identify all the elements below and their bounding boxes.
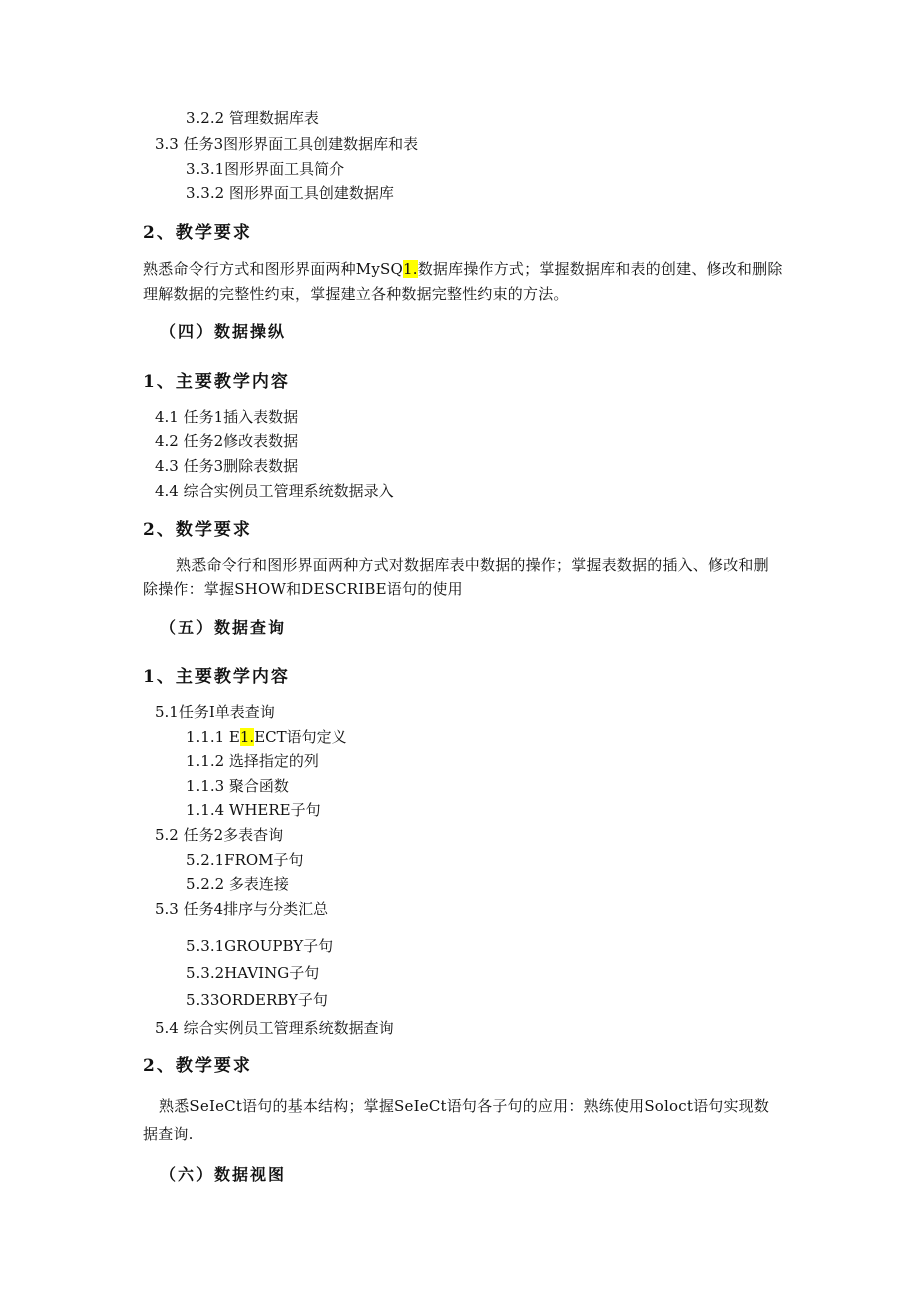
section-4-title: （四）数据操纵	[160, 322, 287, 341]
section-5-main-content-heading: 1、主要教学内容	[143, 667, 290, 687]
highlighted-text: 1.	[239, 728, 255, 746]
section-4-requirements-line-1: 熟悉命令行和图形界面两种方式对数据库表中数据的操作；掌握表数据的插入、修改和删	[176, 556, 769, 574]
requirements-text-part-1: 熟悉命令行方式和图形界面两种MySQ	[143, 260, 404, 278]
item-text-part-2: ECT语句定义	[254, 728, 347, 746]
section-5-item-1-1-1	[186, 727, 347, 747]
item-text-part-1: 1.1.1 E	[186, 728, 240, 746]
outline-item-3-3: 3.3 任务3图形界面工具创建数据库和表	[155, 135, 419, 153]
outline-item-3-3-1: 3.3.1图形界面工具简介	[186, 160, 345, 178]
section-4-item-2: 4.2 任务2修改表数据	[155, 432, 299, 450]
section-5-requirements-line-1: 熟悉SeIeCt语句的基本结构；掌握SeIeCt语句各子句的应用：熟练使用Soloct语句实现数	[159, 1097, 770, 1115]
section-4-main-content-heading: 1、主要教学内容	[143, 372, 290, 392]
requirements-text-part-2: 数据库操作方式；掌握数据库和表的创建、修改和删除	[417, 260, 783, 278]
section-5-item-5-3-2: 5.3.2HAVING子句	[186, 964, 320, 982]
section-5-item-5-2: 5.2 任务2多表杳询	[155, 826, 284, 844]
section-6-title: （六）数据视图	[160, 1165, 287, 1184]
section-5-item-5-3: 5.3 任务4排序与分类汇总	[155, 900, 329, 918]
teaching-requirements-heading: 2、教学要求	[143, 223, 252, 243]
section-5-item-1-1-2: 1.1.2 选择指定的列	[186, 752, 319, 770]
section-5-item-5-4: 5.4 综合实例员工管理系统数据查询	[155, 1019, 394, 1037]
requirements-paragraph-line-1	[143, 259, 783, 279]
section-4-requirements-heading: 2、数学要求	[143, 520, 252, 540]
section-4-requirements-line-2: 除操作：掌握SHOW和DESCRIBE语句的使用	[143, 580, 463, 598]
section-5-item-1-1-4: 1.1.4 WHERE子句	[186, 801, 321, 819]
highlighted-text: 1.	[403, 260, 418, 278]
section-5-item-5-3-1: 5.3.1GROUPBY子句	[186, 937, 334, 955]
section-4-item-1: 4.1 任务1插入表数据	[155, 408, 299, 426]
section-5-item-5-2-2: 5.2.2 多表连接	[186, 875, 289, 893]
section-4-item-4: 4.4 综合实例员工管理系统数据录入	[155, 482, 394, 500]
section-5-title: （五）数据查询	[160, 618, 287, 637]
section-5-item-5-3-3: 5.33ORDERBY子句	[186, 991, 328, 1009]
requirements-paragraph-line-2: 理解数据的完整性约束，掌握建立各种数据完整性约束的方法。	[143, 285, 569, 303]
section-5-requirements-line-2: 据查询.	[143, 1125, 194, 1143]
section-5-item-5-1: 5.1任务I单表查询	[155, 703, 275, 721]
section-4-item-3: 4.3 任务3删除表数据	[155, 457, 299, 475]
outline-item-3-3-2: 3.3.2 图形界面工具创建数据库	[186, 184, 394, 202]
outline-item-3-2-2: 3.2.2 管理数据库表	[186, 109, 319, 127]
section-5-item-5-2-1: 5.2.1FROM子句	[186, 851, 304, 869]
section-5-item-1-1-3: 1.1.3 聚合函数	[186, 777, 289, 795]
section-5-requirements-heading: 2、教学要求	[143, 1056, 252, 1076]
